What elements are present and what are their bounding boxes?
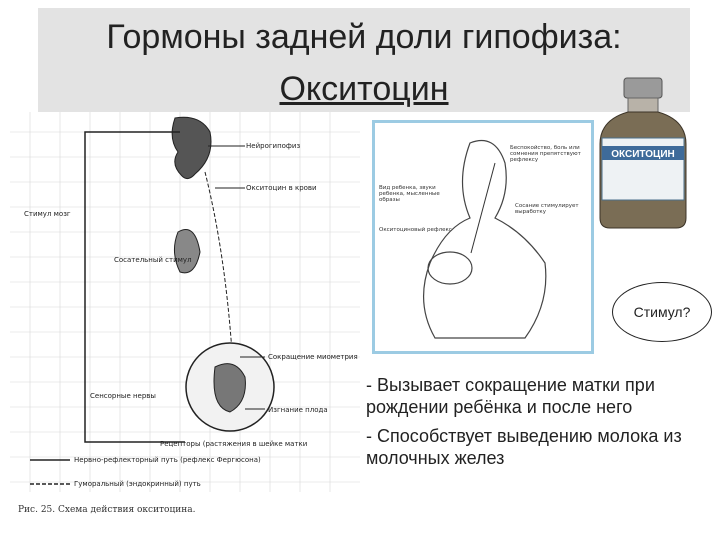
legend-humoral: Гуморальный (эндокринный) путь xyxy=(74,480,201,488)
bullet-milk: - Способствует выведению молока из молочных желез xyxy=(366,426,682,468)
stimulus-label: Стимул? xyxy=(633,304,691,320)
figure-caption: Рис. 25. Схема действия окситоцина. xyxy=(18,505,196,515)
bottle-svg xyxy=(594,76,692,230)
label-bottom: Окситоциновый рефлекс xyxy=(379,227,452,233)
label-afferent: Сенсорные нервы xyxy=(90,392,156,400)
bullet-uterus: - Вызывает сокращение матки при рождении ребёнка и после него xyxy=(366,375,655,417)
baby-head xyxy=(428,252,472,284)
label-myometrium: Сокращение миометрия xyxy=(268,353,358,361)
label-top: Беспокойство, боль или сомнения препятствуют рефлексу xyxy=(510,145,581,163)
bottle-cap xyxy=(624,78,662,98)
scheme-svg xyxy=(10,112,360,532)
breastfeeding-svg xyxy=(375,123,591,351)
oxytocin-scheme-figure xyxy=(10,112,360,532)
label-receptors: Рецепторы (растяжения в шейке матки xyxy=(160,440,308,448)
blood-path xyxy=(205,172,232,352)
label-fetus-expulsion: Изгнание плода xyxy=(268,406,328,414)
bottle-neck xyxy=(628,98,658,112)
slide-title: Гормоны задней доли гипофиза: xyxy=(106,18,622,56)
oxytocin-bottle-image xyxy=(594,76,692,230)
label-oxytocin-blood: Окситоцин в крови xyxy=(246,184,317,192)
description-text xyxy=(366,374,716,476)
legend-neuro: Нервно-рефлекторный путь (рефлекс Фергюсона) xyxy=(74,456,261,464)
label-neurohypophysis: Нейрогипофиз xyxy=(246,142,301,150)
pituitary-shape xyxy=(172,117,211,178)
title-box xyxy=(38,8,690,112)
stimulus-callout xyxy=(612,282,712,342)
slide-subtitle: Окситоцин xyxy=(279,70,449,108)
label-suckling: Сосательный стимул xyxy=(114,256,192,264)
label-right: Сосание стимулирует выработку xyxy=(515,203,579,215)
label-brain: Стимул мозг xyxy=(24,210,71,218)
breast-shape xyxy=(174,230,200,273)
label-left: Вид ребенка, звуки ребенка, мысленные образы xyxy=(379,185,440,203)
bottle-label-text: ОКСИТОЦИН xyxy=(611,149,675,160)
reflex-arrow xyxy=(471,163,495,253)
breastfeeding-illustration xyxy=(372,120,594,354)
